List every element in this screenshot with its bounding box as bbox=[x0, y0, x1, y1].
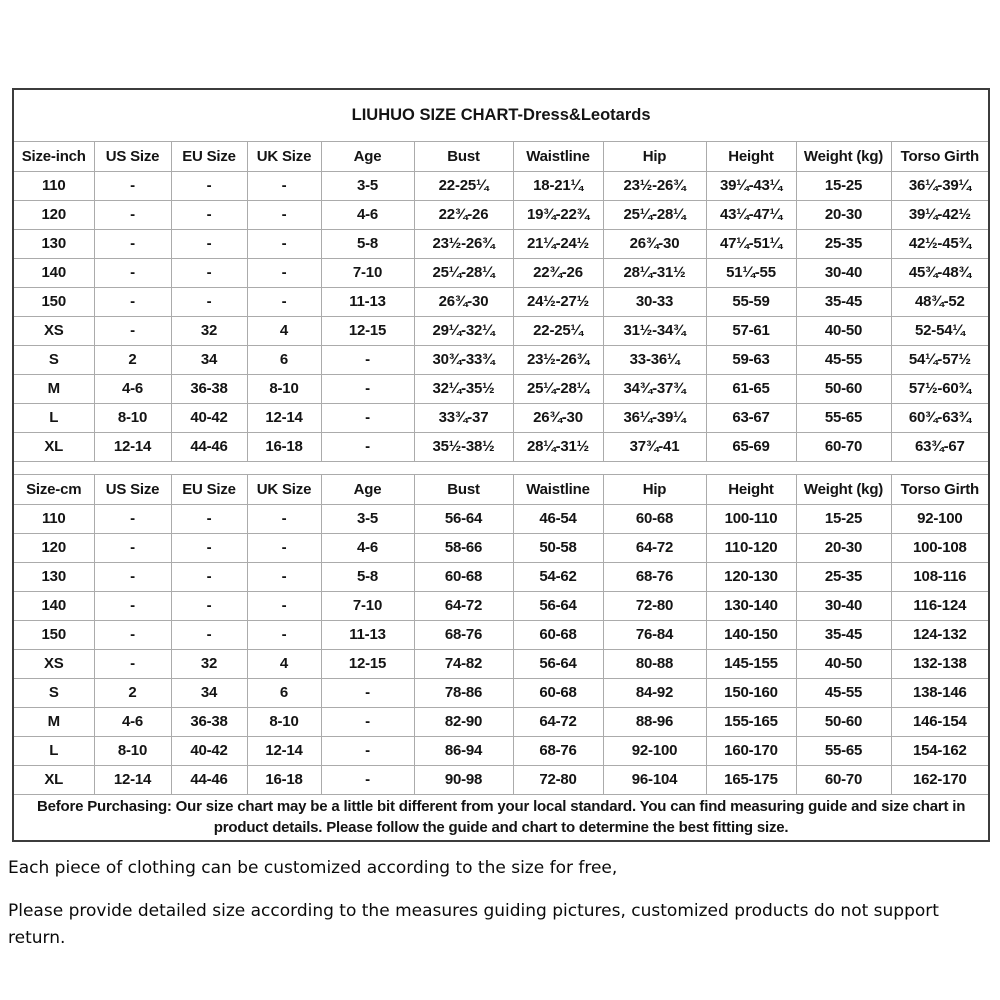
value-cell: 90-98 bbox=[414, 765, 513, 794]
column-header: Weight (kg) bbox=[796, 474, 891, 504]
table-row bbox=[13, 287, 989, 316]
value-cell: 4-6 bbox=[321, 200, 414, 229]
value-cell: - bbox=[94, 504, 171, 533]
value-cell: 56-64 bbox=[414, 504, 513, 533]
value-cell: 60¾-63¾ bbox=[891, 403, 989, 432]
value-cell: 37¾-41 bbox=[603, 432, 706, 461]
value-cell: 60-68 bbox=[513, 620, 603, 649]
value-cell: 68-76 bbox=[603, 562, 706, 591]
value-cell: 100-108 bbox=[891, 533, 989, 562]
value-cell: 165-175 bbox=[706, 765, 796, 794]
table-row bbox=[13, 345, 989, 374]
value-cell: 2 bbox=[94, 345, 171, 374]
value-cell: 30¾-33¾ bbox=[414, 345, 513, 374]
column-header: Waistline bbox=[513, 141, 603, 171]
value-cell: - bbox=[321, 403, 414, 432]
value-cell: 3-5 bbox=[321, 504, 414, 533]
column-header: Waistline bbox=[513, 474, 603, 504]
value-cell: 22-25¼ bbox=[414, 171, 513, 200]
column-header: Size-inch bbox=[13, 141, 94, 171]
value-cell: 154-162 bbox=[891, 736, 989, 765]
value-cell: - bbox=[321, 736, 414, 765]
value-cell: 3-5 bbox=[321, 171, 414, 200]
value-cell: 4-6 bbox=[94, 707, 171, 736]
value-cell: 34 bbox=[171, 345, 247, 374]
value-cell: - bbox=[247, 229, 321, 258]
value-cell: 33¾-37 bbox=[414, 403, 513, 432]
size-label-cell: M bbox=[13, 374, 94, 403]
value-cell: - bbox=[171, 200, 247, 229]
value-cell: - bbox=[247, 533, 321, 562]
value-cell: 60-68 bbox=[513, 678, 603, 707]
value-cell: 110-120 bbox=[706, 533, 796, 562]
value-cell: - bbox=[94, 620, 171, 649]
value-cell: 116-124 bbox=[891, 591, 989, 620]
value-cell: 76-84 bbox=[603, 620, 706, 649]
value-cell: 20-30 bbox=[796, 533, 891, 562]
title-row bbox=[13, 89, 989, 141]
value-cell: 34¾-37¾ bbox=[603, 374, 706, 403]
value-cell: - bbox=[247, 562, 321, 591]
cm-header-row bbox=[13, 474, 989, 504]
value-cell: 36-38 bbox=[171, 707, 247, 736]
value-cell: 63-67 bbox=[706, 403, 796, 432]
value-cell: 54¼-57½ bbox=[891, 345, 989, 374]
value-cell: 30-33 bbox=[603, 287, 706, 316]
column-header: UK Size bbox=[247, 141, 321, 171]
size-label-cell: L bbox=[13, 403, 94, 432]
value-cell: 23½-26¾ bbox=[513, 345, 603, 374]
column-header: Height bbox=[706, 141, 796, 171]
column-header: Torso Girth bbox=[891, 141, 989, 171]
value-cell: 7-10 bbox=[321, 591, 414, 620]
value-cell: 26¾-30 bbox=[414, 287, 513, 316]
value-cell: - bbox=[321, 374, 414, 403]
value-cell: 78-86 bbox=[414, 678, 513, 707]
table-row bbox=[13, 171, 989, 200]
value-cell: 50-60 bbox=[796, 374, 891, 403]
value-cell: 31½-34¾ bbox=[603, 316, 706, 345]
value-cell: 43¼-47¼ bbox=[706, 200, 796, 229]
value-cell: - bbox=[94, 533, 171, 562]
size-label-cell: 140 bbox=[13, 258, 94, 287]
value-cell: 5-8 bbox=[321, 229, 414, 258]
value-cell: 15-25 bbox=[796, 504, 891, 533]
table-row bbox=[13, 258, 989, 287]
value-cell: - bbox=[321, 432, 414, 461]
value-cell: 160-170 bbox=[706, 736, 796, 765]
value-cell: 2 bbox=[94, 678, 171, 707]
value-cell: 4-6 bbox=[94, 374, 171, 403]
value-cell: 25-35 bbox=[796, 229, 891, 258]
table-row bbox=[13, 316, 989, 345]
value-cell: - bbox=[94, 562, 171, 591]
table-row bbox=[13, 591, 989, 620]
value-cell: 35-45 bbox=[796, 620, 891, 649]
value-cell: 22-25¼ bbox=[513, 316, 603, 345]
value-cell: 40-42 bbox=[171, 403, 247, 432]
value-cell: 34 bbox=[171, 678, 247, 707]
value-cell: - bbox=[94, 316, 171, 345]
value-cell: 40-42 bbox=[171, 736, 247, 765]
value-cell: 145-155 bbox=[706, 649, 796, 678]
value-cell: 45-55 bbox=[796, 678, 891, 707]
value-cell: - bbox=[247, 287, 321, 316]
value-cell: - bbox=[171, 258, 247, 287]
value-cell: - bbox=[94, 649, 171, 678]
customization-note-line-2: Please provide detailed size according to the measures guiding pictures, customized products do not support return. bbox=[8, 901, 939, 949]
value-cell: 72-80 bbox=[603, 591, 706, 620]
value-cell: - bbox=[171, 591, 247, 620]
value-cell: 68-76 bbox=[513, 736, 603, 765]
value-cell: 39¼-42½ bbox=[891, 200, 989, 229]
value-cell: 44-46 bbox=[171, 765, 247, 794]
value-cell: 63¾-67 bbox=[891, 432, 989, 461]
value-cell: 8-10 bbox=[247, 374, 321, 403]
value-cell: 55-59 bbox=[706, 287, 796, 316]
value-cell: 64-72 bbox=[603, 533, 706, 562]
value-cell: 92-100 bbox=[891, 504, 989, 533]
value-cell: 26¾-30 bbox=[603, 229, 706, 258]
value-cell: 155-165 bbox=[706, 707, 796, 736]
table-row bbox=[13, 229, 989, 258]
value-cell: 84-92 bbox=[603, 678, 706, 707]
value-cell: 12-15 bbox=[321, 649, 414, 678]
value-cell: 47¼-51¼ bbox=[706, 229, 796, 258]
value-cell: 64-72 bbox=[513, 707, 603, 736]
value-cell: - bbox=[247, 620, 321, 649]
value-cell: 42½-45¾ bbox=[891, 229, 989, 258]
column-header: EU Size bbox=[171, 474, 247, 504]
value-cell: 28¼-31½ bbox=[513, 432, 603, 461]
value-cell: 25¼-28¼ bbox=[414, 258, 513, 287]
value-cell: 56-64 bbox=[513, 591, 603, 620]
value-cell: 48¾-52 bbox=[891, 287, 989, 316]
column-header: Hip bbox=[603, 474, 706, 504]
size-label-cell: L bbox=[13, 736, 94, 765]
value-cell: 57-61 bbox=[706, 316, 796, 345]
column-header: US Size bbox=[94, 474, 171, 504]
size-chart-table bbox=[12, 88, 990, 842]
value-cell: 39¼-43¼ bbox=[706, 171, 796, 200]
value-cell: 22¾-26 bbox=[414, 200, 513, 229]
value-cell: 54-62 bbox=[513, 562, 603, 591]
value-cell: 50-60 bbox=[796, 707, 891, 736]
table-row bbox=[13, 678, 989, 707]
value-cell: - bbox=[94, 171, 171, 200]
column-header: EU Size bbox=[171, 141, 247, 171]
value-cell: 6 bbox=[247, 678, 321, 707]
value-cell: 21¼-24½ bbox=[513, 229, 603, 258]
value-cell: 60-68 bbox=[603, 504, 706, 533]
value-cell: 96-104 bbox=[603, 765, 706, 794]
column-header: Bust bbox=[414, 141, 513, 171]
table-row bbox=[13, 620, 989, 649]
value-cell: 72-80 bbox=[513, 765, 603, 794]
value-cell: 61-65 bbox=[706, 374, 796, 403]
value-cell: 59-63 bbox=[706, 345, 796, 374]
value-cell: - bbox=[94, 229, 171, 258]
value-cell: 25¼-28¼ bbox=[603, 200, 706, 229]
value-cell: 7-10 bbox=[321, 258, 414, 287]
value-cell: 15-25 bbox=[796, 171, 891, 200]
column-header: Torso Girth bbox=[891, 474, 989, 504]
value-cell: - bbox=[171, 171, 247, 200]
value-cell: 36-38 bbox=[171, 374, 247, 403]
value-cell: 4 bbox=[247, 316, 321, 345]
value-cell: 23½-26¾ bbox=[414, 229, 513, 258]
value-cell: 74-82 bbox=[414, 649, 513, 678]
size-label-cell: 120 bbox=[13, 533, 94, 562]
column-header: Bust bbox=[414, 474, 513, 504]
column-header: Hip bbox=[603, 141, 706, 171]
value-cell: 11-13 bbox=[321, 287, 414, 316]
value-cell: 33-36¼ bbox=[603, 345, 706, 374]
value-cell: 55-65 bbox=[796, 736, 891, 765]
note-row bbox=[13, 794, 989, 841]
value-cell: - bbox=[247, 200, 321, 229]
value-cell: 146-154 bbox=[891, 707, 989, 736]
value-cell: 108-116 bbox=[891, 562, 989, 591]
value-cell: - bbox=[321, 345, 414, 374]
size-label-cell: S bbox=[13, 345, 94, 374]
size-label-cell: XS bbox=[13, 649, 94, 678]
table-row bbox=[13, 374, 989, 403]
value-cell: - bbox=[247, 258, 321, 287]
value-cell: 25-35 bbox=[796, 562, 891, 591]
value-cell: 132-138 bbox=[891, 649, 989, 678]
size-label-cell: 130 bbox=[13, 229, 94, 258]
value-cell: 32 bbox=[171, 649, 247, 678]
value-cell: 11-13 bbox=[321, 620, 414, 649]
value-cell: 124-132 bbox=[891, 620, 989, 649]
table-row bbox=[13, 707, 989, 736]
value-cell: 45-55 bbox=[796, 345, 891, 374]
value-cell: 29¼-32¼ bbox=[414, 316, 513, 345]
value-cell: - bbox=[171, 287, 247, 316]
value-cell: 36¼-39¼ bbox=[891, 171, 989, 200]
value-cell: 8-10 bbox=[94, 736, 171, 765]
value-cell: - bbox=[247, 504, 321, 533]
value-cell: - bbox=[247, 171, 321, 200]
size-label-cell: 150 bbox=[13, 620, 94, 649]
value-cell: 12-14 bbox=[247, 403, 321, 432]
table-row bbox=[13, 765, 989, 794]
value-cell: - bbox=[321, 707, 414, 736]
value-cell: 16-18 bbox=[247, 432, 321, 461]
value-cell: 35-45 bbox=[796, 287, 891, 316]
value-cell: 60-70 bbox=[796, 432, 891, 461]
size-label-cell: XL bbox=[13, 765, 94, 794]
size-label-cell: 110 bbox=[13, 171, 94, 200]
size-label-cell: 130 bbox=[13, 562, 94, 591]
customization-note-line-1: Each piece of clothing can be customized according to the size for free, bbox=[8, 858, 618, 878]
value-cell: 65-69 bbox=[706, 432, 796, 461]
value-cell: 140-150 bbox=[706, 620, 796, 649]
column-header: Height bbox=[706, 474, 796, 504]
value-cell: 120-130 bbox=[706, 562, 796, 591]
column-header: Age bbox=[321, 141, 414, 171]
table-row bbox=[13, 533, 989, 562]
value-cell: - bbox=[94, 287, 171, 316]
value-cell: - bbox=[321, 765, 414, 794]
value-cell: 50-58 bbox=[513, 533, 603, 562]
table-row bbox=[13, 403, 989, 432]
value-cell: 8-10 bbox=[94, 403, 171, 432]
value-cell: 36¼-39¼ bbox=[603, 403, 706, 432]
value-cell: 52-54¼ bbox=[891, 316, 989, 345]
value-cell: 26¾-30 bbox=[513, 403, 603, 432]
value-cell: 162-170 bbox=[891, 765, 989, 794]
column-header: Weight (kg) bbox=[796, 141, 891, 171]
value-cell: 46-54 bbox=[513, 504, 603, 533]
value-cell: 92-100 bbox=[603, 736, 706, 765]
value-cell: 82-90 bbox=[414, 707, 513, 736]
value-cell: 20-30 bbox=[796, 200, 891, 229]
value-cell: 12-14 bbox=[94, 765, 171, 794]
value-cell: 23½-26¾ bbox=[603, 171, 706, 200]
value-cell: 60-68 bbox=[414, 562, 513, 591]
value-cell: 16-18 bbox=[247, 765, 321, 794]
table-row bbox=[13, 200, 989, 229]
value-cell: 51¼-55 bbox=[706, 258, 796, 287]
size-label-cell: M bbox=[13, 707, 94, 736]
value-cell: 5-8 bbox=[321, 562, 414, 591]
value-cell: 86-94 bbox=[414, 736, 513, 765]
value-cell: 88-96 bbox=[603, 707, 706, 736]
table-row bbox=[13, 649, 989, 678]
size-label-cell: XS bbox=[13, 316, 94, 345]
column-header: US Size bbox=[94, 141, 171, 171]
size-label-cell: 150 bbox=[13, 287, 94, 316]
value-cell: 6 bbox=[247, 345, 321, 374]
customization-notes bbox=[8, 855, 998, 969]
inch-header-row bbox=[13, 141, 989, 171]
value-cell: - bbox=[171, 620, 247, 649]
value-cell: - bbox=[94, 591, 171, 620]
value-cell: - bbox=[171, 562, 247, 591]
value-cell: 44-46 bbox=[171, 432, 247, 461]
value-cell: 24½-27½ bbox=[513, 287, 603, 316]
value-cell: 19¾-22¾ bbox=[513, 200, 603, 229]
value-cell: 55-65 bbox=[796, 403, 891, 432]
spacer-cell bbox=[13, 461, 989, 474]
value-cell: - bbox=[171, 533, 247, 562]
value-cell: 30-40 bbox=[796, 258, 891, 287]
value-cell: 68-76 bbox=[414, 620, 513, 649]
value-cell: - bbox=[171, 504, 247, 533]
value-cell: 130-140 bbox=[706, 591, 796, 620]
value-cell: 45¾-48¾ bbox=[891, 258, 989, 287]
table-row bbox=[13, 736, 989, 765]
value-cell: 57½-60¾ bbox=[891, 374, 989, 403]
size-label-cell: 120 bbox=[13, 200, 94, 229]
value-cell: 25¼-28¼ bbox=[513, 374, 603, 403]
value-cell: - bbox=[94, 200, 171, 229]
value-cell: 22¾-26 bbox=[513, 258, 603, 287]
column-header: UK Size bbox=[247, 474, 321, 504]
value-cell: 40-50 bbox=[796, 316, 891, 345]
value-cell: - bbox=[94, 258, 171, 287]
column-header: Size-cm bbox=[13, 474, 94, 504]
size-label-cell: S bbox=[13, 678, 94, 707]
value-cell: 32¼-35½ bbox=[414, 374, 513, 403]
value-cell: 35½-38½ bbox=[414, 432, 513, 461]
table-row bbox=[13, 432, 989, 461]
table-row bbox=[13, 562, 989, 591]
value-cell: - bbox=[247, 591, 321, 620]
value-cell: 150-160 bbox=[706, 678, 796, 707]
chart-title: LIUHUO SIZE CHART-Dress&Leotards bbox=[13, 89, 989, 141]
value-cell: 80-88 bbox=[603, 649, 706, 678]
value-cell: 30-40 bbox=[796, 591, 891, 620]
value-cell: 4 bbox=[247, 649, 321, 678]
value-cell: 12-14 bbox=[94, 432, 171, 461]
value-cell: 58-66 bbox=[414, 533, 513, 562]
column-header: Age bbox=[321, 474, 414, 504]
value-cell: 40-50 bbox=[796, 649, 891, 678]
value-cell: 4-6 bbox=[321, 533, 414, 562]
value-cell: 12-14 bbox=[247, 736, 321, 765]
value-cell: 64-72 bbox=[414, 591, 513, 620]
size-label-cell: XL bbox=[13, 432, 94, 461]
value-cell: 56-64 bbox=[513, 649, 603, 678]
purchase-note: Before Purchasing: Our size chart may be a little bit different from your local standard. You can find measuring guide and size chart in product details. Please follow the guide and chart to determine the best fitting size. bbox=[13, 794, 989, 841]
value-cell: 8-10 bbox=[247, 707, 321, 736]
value-cell: 12-15 bbox=[321, 316, 414, 345]
value-cell: - bbox=[321, 678, 414, 707]
value-cell: 28¼-31½ bbox=[603, 258, 706, 287]
value-cell: 138-146 bbox=[891, 678, 989, 707]
value-cell: 32 bbox=[171, 316, 247, 345]
spacer-row bbox=[13, 461, 989, 474]
value-cell: 18-21¼ bbox=[513, 171, 603, 200]
size-label-cell: 110 bbox=[13, 504, 94, 533]
value-cell: 60-70 bbox=[796, 765, 891, 794]
value-cell: 100-110 bbox=[706, 504, 796, 533]
value-cell: - bbox=[171, 229, 247, 258]
table-row bbox=[13, 504, 989, 533]
size-label-cell: 140 bbox=[13, 591, 94, 620]
